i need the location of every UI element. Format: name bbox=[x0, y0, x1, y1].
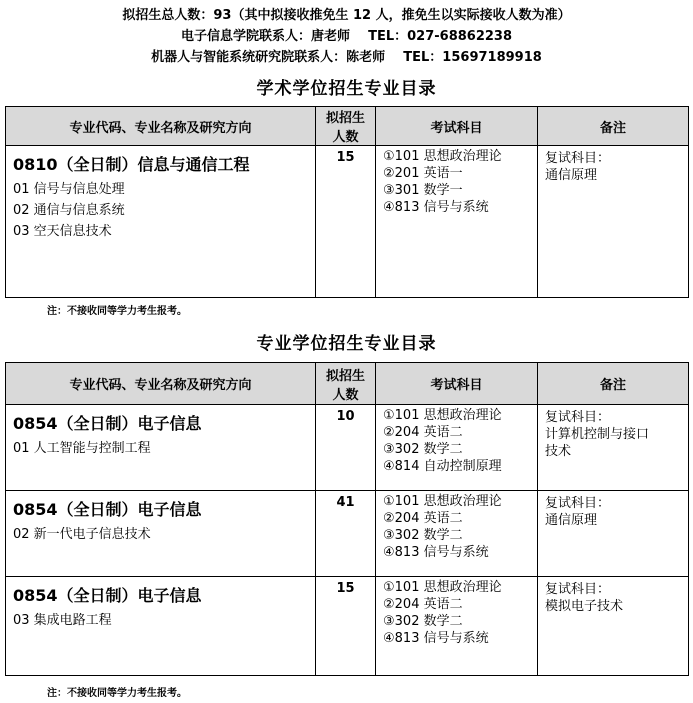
column-header-remarks: 备注 bbox=[538, 363, 689, 405]
exam-subject: ①101 思想政治理论 bbox=[383, 149, 502, 164]
subjects-cell bbox=[376, 577, 538, 676]
column-header-subjects: 考试科目 bbox=[376, 363, 538, 405]
research-direction: 03 空天信息技术 bbox=[13, 224, 112, 239]
table-row bbox=[6, 577, 689, 676]
remark-line: 复试科目： bbox=[545, 496, 611, 511]
subjects-cell bbox=[376, 491, 538, 577]
remark-line: 计算机控制与接口 bbox=[545, 427, 650, 442]
column-header-major: 专业代码、专业名称及研究方向 bbox=[6, 107, 316, 146]
exam-subject: ②204 英语二 bbox=[383, 511, 463, 526]
exam-subject: ①101 思想政治理论 bbox=[383, 494, 502, 509]
exam-subject: ②201 英语一 bbox=[383, 166, 463, 181]
exam-subject: ①101 思想政治理论 bbox=[383, 408, 502, 423]
academic-catalog-table bbox=[5, 106, 689, 298]
remark-line: 技术 bbox=[545, 444, 572, 459]
remarks-cell bbox=[538, 405, 689, 491]
remark-line: 复试科目： bbox=[545, 582, 611, 597]
exam-subject: ②204 英语二 bbox=[383, 425, 463, 440]
exam-subject: ②204 英语二 bbox=[383, 597, 463, 612]
exam-subject: ④813 信号与系统 bbox=[383, 545, 489, 560]
table-row bbox=[6, 146, 689, 298]
academic-note: 注：不接收同等学力考生报考。 bbox=[47, 306, 187, 317]
professional-catalog-table bbox=[5, 362, 689, 676]
major-cell bbox=[6, 146, 316, 298]
exam-subject: ③301 数学一 bbox=[383, 183, 463, 198]
quota-cell: 15 bbox=[316, 577, 376, 676]
subjects-cell bbox=[376, 405, 538, 491]
major-cell bbox=[6, 491, 316, 577]
professional-note: 注：不接收同等学力考生报考。 bbox=[47, 688, 187, 699]
major-title: 0854（全日制）电子信息 bbox=[13, 586, 202, 605]
total-enrollment-line: 拟招生总人数：93（其中拟接收推免生 12 人，推免生以实际接收人数为准） bbox=[122, 8, 571, 23]
major-title: 0854（全日制）电子信息 bbox=[13, 414, 202, 433]
quota-cell: 10 bbox=[316, 405, 376, 491]
remarks-cell bbox=[538, 146, 689, 298]
table-row bbox=[6, 491, 689, 577]
remark-line: 通信原理 bbox=[545, 513, 598, 528]
column-header-subjects: 考试科目 bbox=[376, 107, 538, 146]
contact-line-ee-school: 电子信息学院联系人：唐老师 TEL：027-68862238 bbox=[180, 29, 513, 44]
exam-subject: ③302 数学二 bbox=[383, 528, 463, 543]
exam-subject: ①101 思想政治理论 bbox=[383, 580, 502, 595]
table-header-row bbox=[6, 363, 689, 405]
remark-line: 模拟电子技术 bbox=[545, 599, 624, 614]
exam-subject: ④814 自动控制原理 bbox=[383, 459, 502, 474]
column-header-quota: 拟招生人数 bbox=[316, 363, 376, 405]
remarks-cell bbox=[538, 577, 689, 676]
remark-line: 复试科目： bbox=[545, 410, 611, 425]
research-direction: 02 新一代电子信息技术 bbox=[13, 527, 151, 542]
research-direction: 01 信号与信息处理 bbox=[13, 182, 125, 197]
subjects-cell bbox=[376, 146, 538, 298]
table-row bbox=[6, 405, 689, 491]
exam-subject: ③302 数学二 bbox=[383, 442, 463, 457]
professional-section-title: 专业学位招生专业目录 bbox=[256, 334, 437, 354]
exam-subject: ④813 信号与系统 bbox=[383, 631, 489, 646]
quota-cell: 41 bbox=[316, 491, 376, 577]
column-header-major: 专业代码、专业名称及研究方向 bbox=[6, 363, 316, 405]
major-title: 0810（全日制）信息与通信工程 bbox=[13, 155, 250, 174]
remarks-cell bbox=[538, 491, 689, 577]
major-cell bbox=[6, 405, 316, 491]
remark-line: 复试科目： bbox=[545, 151, 611, 166]
research-direction: 02 通信与信息系统 bbox=[13, 203, 125, 218]
table-header-row bbox=[6, 107, 689, 146]
major-title: 0854（全日制）电子信息 bbox=[13, 500, 202, 519]
contact-line-robotics-institute: 机器人与智能系统研究院联系人：陈老师 TEL：15697189918 bbox=[151, 50, 542, 65]
remark-line: 通信原理 bbox=[545, 168, 598, 183]
major-cell bbox=[6, 577, 316, 676]
column-header-remarks: 备注 bbox=[538, 107, 689, 146]
research-direction: 01 人工智能与控制工程 bbox=[13, 441, 151, 456]
column-header-quota: 拟招生人数 bbox=[316, 107, 376, 146]
research-direction: 03 集成电路工程 bbox=[13, 613, 112, 628]
quota-cell: 15 bbox=[316, 146, 376, 298]
exam-subject: ④813 信号与系统 bbox=[383, 200, 489, 215]
academic-section-title: 学术学位招生专业目录 bbox=[256, 79, 437, 99]
exam-subject: ③302 数学二 bbox=[383, 614, 463, 629]
